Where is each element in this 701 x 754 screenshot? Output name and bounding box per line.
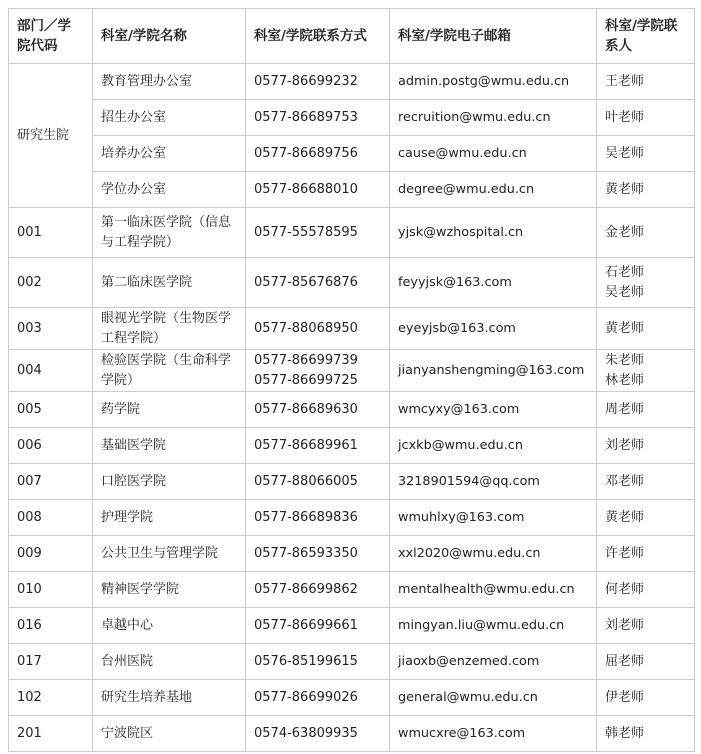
- code-cell: [9, 536, 93, 572]
- name-cell: [93, 536, 246, 572]
- email-cell-text: wmcyxy@163.com: [398, 401, 520, 417]
- phone-cell-text: 0577-86689961: [254, 437, 358, 453]
- contact-cell-text: 吴老师: [605, 284, 645, 300]
- email-cell-text: wmuhlxy@163.com: [398, 509, 525, 525]
- phone-cell: [246, 392, 390, 428]
- email-cell-text: mingyan.liu@wmu.edu.cn: [398, 617, 565, 633]
- email-cell-text: general@wmu.edu.cn: [398, 689, 538, 705]
- contact-cell-text: 韩老师: [605, 725, 645, 741]
- contact-cell: [597, 392, 695, 428]
- contact-cell: 吴老师: [597, 136, 695, 172]
- contact-cell-text: 刘老师: [605, 617, 645, 633]
- contact-cell: 叶老师: [597, 100, 695, 136]
- contact-cell-text: 林老师: [605, 372, 645, 388]
- phone-cell: [246, 428, 390, 464]
- contact-cell-text: 何老师: [605, 581, 645, 597]
- table-row: [9, 536, 695, 572]
- name-cell: 招生办公室: [93, 100, 246, 136]
- name-cell-text: 护理学院: [101, 509, 154, 525]
- email-cell-text: wmucxre@163.com: [398, 725, 526, 741]
- email-cell: [390, 208, 597, 258]
- code-cell: [9, 350, 93, 392]
- phone-cell-text: 0577-55578595: [254, 224, 358, 240]
- table-row: [9, 464, 695, 500]
- phone-cell: 0577-86699232: [246, 64, 390, 100]
- contact-cell: [597, 572, 695, 608]
- name-cell-text: 基础医学院: [101, 437, 167, 453]
- phone-cell-text: 0577-86699026: [254, 689, 358, 705]
- name-cell: [93, 716, 246, 752]
- table-row: [9, 428, 695, 464]
- code-cell-text: 003: [17, 320, 42, 336]
- email-cell-text: 3218901594@qq.com: [398, 473, 540, 489]
- email-cell: [390, 572, 597, 608]
- contact-cell: [597, 258, 695, 308]
- code-cell: [9, 500, 93, 536]
- email-cell: [390, 500, 597, 536]
- name-cell: [93, 428, 246, 464]
- contact-cell: [597, 350, 695, 392]
- code-cell: [9, 464, 93, 500]
- code-cell-text: 008: [17, 509, 42, 525]
- email-cell-text: mentalhealth@wmu.edu.cn: [398, 581, 575, 597]
- name-cell: [93, 392, 246, 428]
- name-cell-text: 研究生培养基地: [101, 689, 193, 705]
- email-cell: [390, 464, 597, 500]
- code-cell-text: 007: [17, 473, 42, 489]
- phone-cell: 0577-86688010: [246, 172, 390, 208]
- phone-cell: [246, 680, 390, 716]
- contact-cell: [597, 308, 695, 350]
- college-rows: [9, 208, 695, 752]
- contact-cell-text: 朱老师: [605, 352, 645, 368]
- email-cell: degree@wmu.edu.cn: [390, 172, 597, 208]
- email-cell: [390, 258, 597, 308]
- table-row: [9, 350, 695, 392]
- name-cell: 培养办公室: [93, 136, 246, 172]
- phone-cell: [246, 208, 390, 258]
- code-cell: [9, 392, 93, 428]
- email-cell: [390, 392, 597, 428]
- phone-cell: 0577-86689753: [246, 100, 390, 136]
- code-cell-text: 010: [17, 581, 42, 597]
- phone-cell: [246, 644, 390, 680]
- phone-cell-text: 0577-85676876: [254, 274, 358, 290]
- table-row: [9, 680, 695, 716]
- contact-cell-text: 屈老师: [605, 653, 645, 669]
- code-cell: [9, 308, 93, 350]
- table-row: [9, 608, 695, 644]
- contact-cell-text: 邓老师: [605, 473, 645, 489]
- header-contact: 科室/学院联系人: [597, 9, 695, 64]
- email-cell: [390, 308, 597, 350]
- email-cell: [390, 428, 597, 464]
- contact-cell: [597, 536, 695, 572]
- contact-cell: [597, 716, 695, 752]
- contact-cell-text: 刘老师: [605, 437, 645, 453]
- code-cell-text: 001: [17, 224, 42, 240]
- code-cell: [9, 716, 93, 752]
- contact-cell-text: 许老师: [605, 545, 645, 561]
- contact-cell-text: 周老师: [605, 401, 645, 417]
- code-cell: [9, 208, 93, 258]
- email-cell-text: xxl2020@wmu.edu.cn: [398, 545, 541, 561]
- email-cell: [390, 536, 597, 572]
- name-cell: [93, 350, 246, 392]
- contact-cell: [597, 464, 695, 500]
- name-cell-text: 口腔医学院: [101, 473, 167, 489]
- phone-cell: [246, 716, 390, 752]
- phone-cell-text: 0577-86689630: [254, 401, 358, 417]
- contact-cell-text: 伊老师: [605, 689, 645, 705]
- phone-cell: [246, 308, 390, 350]
- phone-cell-text: 0577-86593350: [254, 545, 358, 561]
- name-cell: [93, 208, 246, 258]
- name-cell-text: 卓越中心: [101, 617, 154, 633]
- contact-cell-text: 黄老师: [605, 509, 645, 525]
- code-cell-text: 016: [17, 617, 42, 633]
- email-cell: admin.postg@wmu.edu.cn: [390, 64, 597, 100]
- name-cell-text: 第二临床医学院: [101, 274, 193, 290]
- phone-cell: [246, 258, 390, 308]
- name-cell: [93, 258, 246, 308]
- phone-cell-text: 0577-88066005: [254, 473, 358, 489]
- contact-cell: [597, 608, 695, 644]
- phone-cell: [246, 350, 390, 392]
- name-cell: [93, 608, 246, 644]
- name-cell-text: 台州医院: [101, 653, 154, 669]
- phone-cell: [246, 536, 390, 572]
- code-cell: [9, 258, 93, 308]
- table-row: [9, 258, 695, 308]
- code-cell-text: 102: [17, 689, 42, 705]
- contact-cell: [597, 428, 695, 464]
- phone-cell: [246, 464, 390, 500]
- name-cell: [93, 500, 246, 536]
- table-row: [9, 572, 695, 608]
- contact-cell: [597, 208, 695, 258]
- code-cell: [9, 644, 93, 680]
- table-row: [9, 100, 695, 136]
- contact-cell-text: 石老师: [605, 264, 645, 280]
- name-cell-text: 公共卫生与管理学院: [101, 545, 219, 561]
- email-cell-text: jianyanshengming@163.com: [398, 362, 585, 378]
- code-cell-text: 005: [17, 401, 42, 417]
- email-cell-text: jcxkb@wmu.edu.cn: [398, 437, 523, 453]
- name-cell: [93, 308, 246, 350]
- name-cell-text: 宁波院区: [101, 725, 154, 741]
- table-row: [9, 136, 695, 172]
- code-cell-text: 006: [17, 437, 42, 453]
- email-cell-text: eyeyjsb@163.com: [398, 320, 516, 336]
- name-cell-text: 精神医学学院: [101, 581, 180, 597]
- name-cell-text: 药学院: [101, 401, 141, 417]
- code-cell-text: 017: [17, 653, 42, 669]
- table-row: [9, 208, 695, 258]
- phone-cell-text: 0574-63809935: [254, 725, 358, 741]
- email-cell: [390, 716, 597, 752]
- table-row: [9, 392, 695, 428]
- email-cell: [390, 644, 597, 680]
- contact-cell-text: 黄老师: [605, 320, 645, 336]
- name-cell: 学位办公室: [93, 172, 246, 208]
- code-cell-text: 201: [17, 725, 42, 741]
- phone-cell: [246, 608, 390, 644]
- email-cell: recruition@wmu.edu.cn: [390, 100, 597, 136]
- phone-cell: 0577-86689756: [246, 136, 390, 172]
- contact-cell: 黄老师: [597, 172, 695, 208]
- table-row: [9, 716, 695, 752]
- phone-cell-text: 0577-86699725: [254, 372, 358, 388]
- email-cell-text: jiaoxb@enzemed.com: [398, 653, 540, 669]
- contact-cell: [597, 644, 695, 680]
- contact-cell: 王老师: [597, 64, 695, 100]
- name-cell-text: 检验医学院（生命科学学院）: [101, 352, 232, 388]
- name-cell: 教育管理办公室: [93, 64, 246, 100]
- email-cell: [390, 608, 597, 644]
- contact-cell: [597, 500, 695, 536]
- email-cell: [390, 350, 597, 392]
- email-cell-text: yjsk@wzhospital.cn: [398, 224, 524, 240]
- contact-cell-text: 金老师: [605, 224, 645, 240]
- email-cell: cause@wmu.edu.cn: [390, 136, 597, 172]
- code-cell: [9, 608, 93, 644]
- name-cell: [93, 464, 246, 500]
- name-cell: [93, 680, 246, 716]
- code-cell-text: 004: [17, 362, 42, 378]
- phone-cell-text: 0577-86699862: [254, 581, 358, 597]
- contact-table: [8, 8, 695, 752]
- name-cell-text: 眼视光学院（生物医学工程学院）: [101, 310, 232, 346]
- table-row: [9, 500, 695, 536]
- name-cell: [93, 572, 246, 608]
- contact-cell: [597, 680, 695, 716]
- code-cell-text: 009: [17, 545, 42, 561]
- table-row: [9, 308, 695, 350]
- header-email: 科室/学院电子邮箱: [390, 9, 597, 64]
- phone-cell-text: 0577-86699661: [254, 617, 358, 633]
- code-cell: [9, 428, 93, 464]
- header-phone: 科室/学院联系方式: [246, 9, 390, 64]
- phone-cell-text: 0576-85199615: [254, 653, 358, 669]
- dept-cell: 研究生院: [9, 64, 93, 208]
- phone-cell: [246, 500, 390, 536]
- email-cell: [390, 680, 597, 716]
- code-cell: [9, 572, 93, 608]
- name-cell: [93, 644, 246, 680]
- phone-cell: [246, 572, 390, 608]
- header-row: [9, 9, 695, 64]
- header-code: 部门／学院代码: [9, 9, 93, 64]
- table-row: [9, 64, 695, 100]
- header-name: 科室/学院名称: [93, 9, 246, 64]
- email-cell-text: feyyjsk@163.com: [398, 274, 512, 290]
- code-cell-text: 002: [17, 274, 42, 290]
- table-row: [9, 644, 695, 680]
- code-cell: [9, 680, 93, 716]
- table-row: [9, 172, 695, 208]
- phone-cell-text: 0577-86699739: [254, 352, 358, 368]
- name-cell-text: 第一临床医学院（信息与工程学院）: [101, 214, 232, 250]
- phone-cell-text: 0577-88068950: [254, 320, 358, 336]
- phone-cell-text: 0577-86689836: [254, 509, 358, 525]
